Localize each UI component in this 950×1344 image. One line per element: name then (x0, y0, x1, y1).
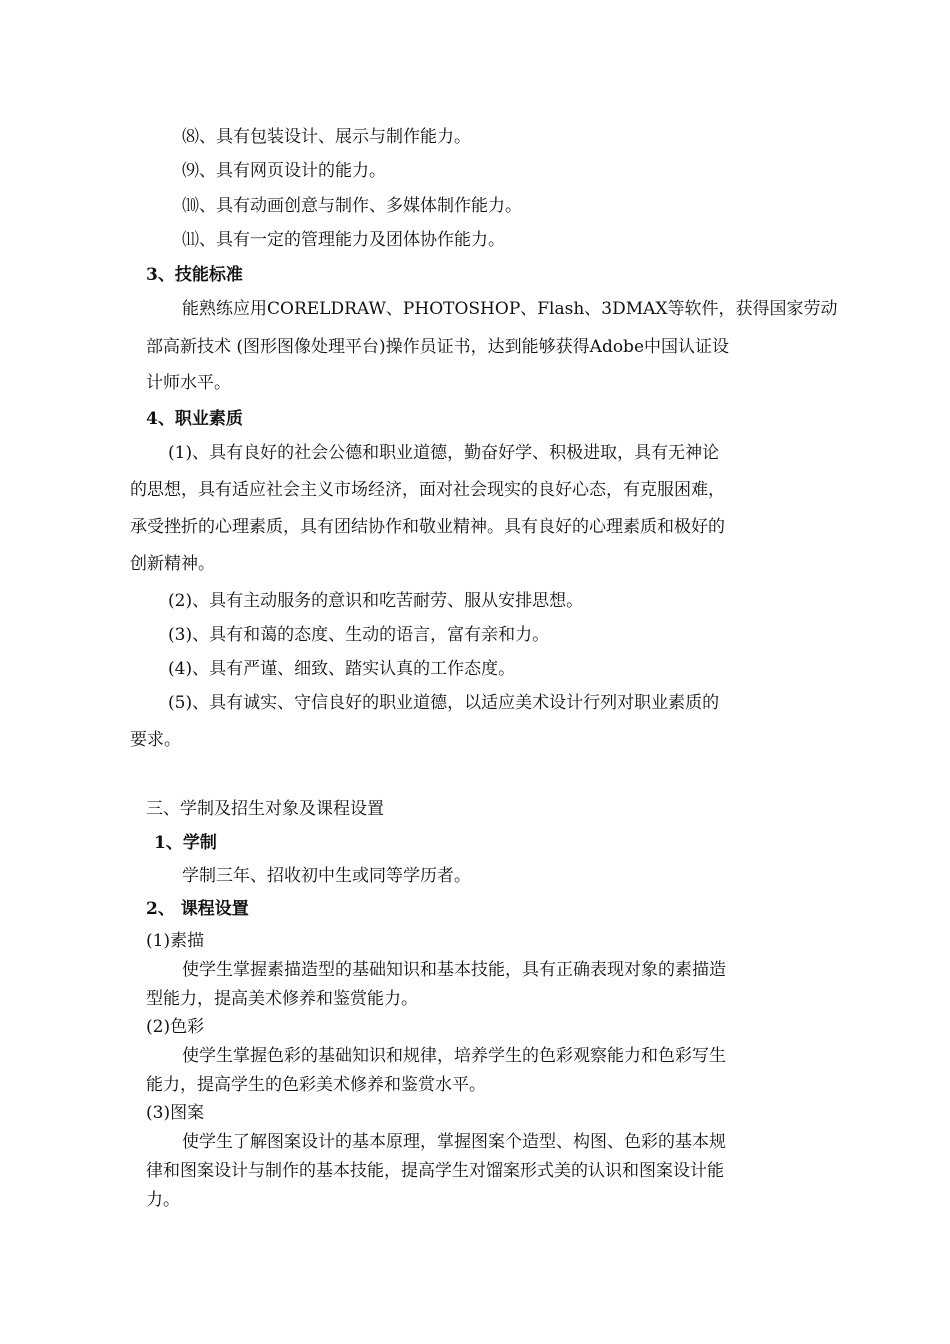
skill-line: 部高新技术 (图形图像处理平台)操作员证书，达到能够获得Adobe中国认证设 (146, 337, 730, 357)
duration-heading: 1、学制 (154, 833, 217, 853)
skill-heading: 3、技能标准 (146, 265, 243, 285)
ability-item: ⑻、具有包装设计、展示与制作能力。 (182, 127, 471, 147)
course-description-line: 能力，提高学生的色彩美术修养和鉴赏水平。 (146, 1075, 486, 1095)
courses-heading: 2、 课程设置 (146, 899, 249, 919)
duration-text: 学制三年、招收初中生或同等学历者。 (182, 866, 471, 886)
ability-item: ⑽、具有动画创意与制作、多媒体制作能力。 (182, 196, 522, 216)
course-description-line: 型能力，提高美术修养和鉴赏能力。 (146, 989, 418, 1009)
course-title: (2)色彩 (146, 1017, 205, 1037)
quality-paragraph-line: (5)、具有诚实、守信良好的职业道德，以适应美术设计行列对职业素质的 (168, 693, 720, 713)
quality-item: (4)、具有严谨、细致、踏实认真的工作态度。 (168, 659, 516, 679)
quality-item: (2)、具有主动服务的意识和吃苦耐劳、服从安排思想。 (168, 591, 584, 611)
skill-line: 能熟练应用CORELDRAW、PHOTOSHOP、Flash、3DMAX等软件，获得国家劳动 (182, 299, 838, 319)
quality-paragraph-line: 要求。 (130, 730, 181, 750)
skill-line: 计师水平。 (146, 373, 231, 393)
quality-paragraph-line: 创新精神。 (130, 554, 215, 574)
quality-heading: 4、职业素质 (146, 409, 243, 429)
quality-paragraph-line: 承受挫折的心理素质，具有团结协作和敬业精神。具有良好的心理素质和极好的 (130, 517, 725, 537)
quality-paragraph-line: (1)、具有良好的社会公德和职业道德，勤奋好学、积极进取，具有无神论 (168, 443, 720, 463)
quality-paragraph-line: 的思想，具有适应社会主义市场经济，面对社会现实的良好心态，有克服困难， (130, 480, 725, 500)
section-heading: 三、学制及招生对象及课程设置 (146, 799, 384, 819)
quality-item: (3)、具有和蔼的态度、生动的语言，富有亲和力。 (168, 625, 550, 645)
course-description-line: 律和图案设计与制作的基本技能，提高学生对馏案形式美的认识和图案设计能 (146, 1161, 724, 1181)
course-description-line: 使学生掌握素描造型的基础知识和基本技能，具有正确表现对象的素描造 (182, 960, 726, 980)
ability-item: ⑾、具有一定的管理能力及团体协作能力。 (182, 230, 505, 250)
course-title: (1)素描 (146, 931, 205, 951)
course-description-line: 使学生掌握色彩的基础知识和规律，培养学生的色彩观察能力和色彩写生 (182, 1046, 726, 1066)
course-description-line: 力。 (146, 1190, 180, 1210)
course-title: (3)图案 (146, 1103, 205, 1123)
course-description-line: 使学生了解图案设计的基本原理，掌握图案个造型、构图、色彩的基本规 (182, 1132, 726, 1152)
ability-item: ⑼、具有网页设计的能力。 (182, 161, 386, 181)
